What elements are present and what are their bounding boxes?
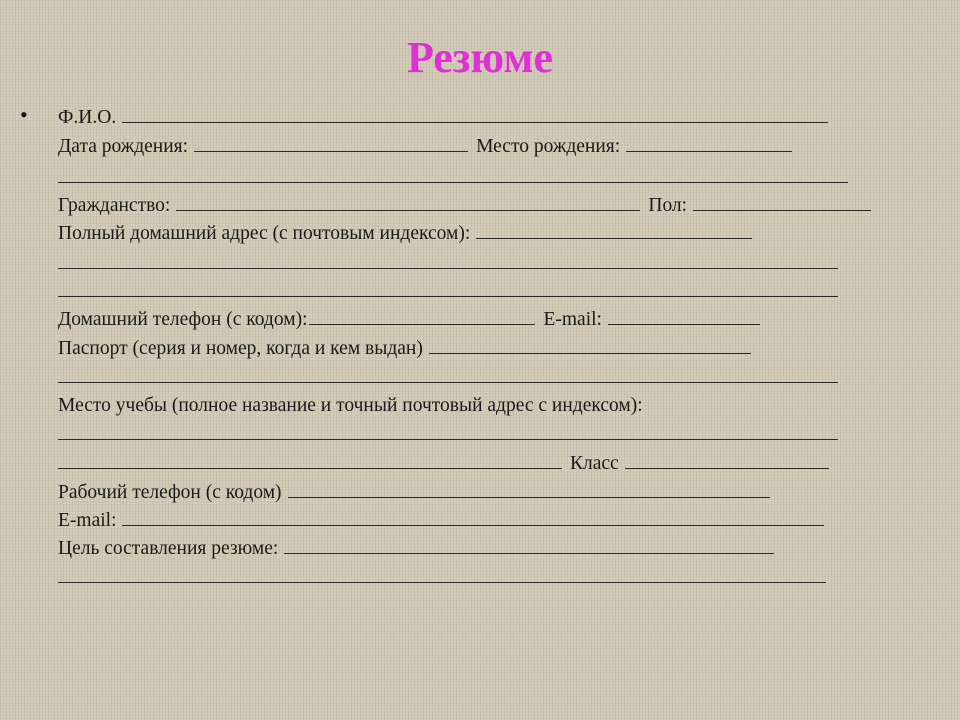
home-address-row — [58, 220, 752, 248]
sex-label: Пол: — [648, 195, 688, 216]
birth-date-blank[interactable] — [194, 133, 468, 152]
passport-row — [58, 335, 751, 363]
citizenship-row — [58, 192, 871, 220]
class-label: Класс — [570, 453, 619, 474]
resume-goal-cont-blank[interactable] — [58, 564, 826, 583]
email2-blank[interactable] — [122, 507, 824, 526]
resume-goal-cont-row — [58, 564, 826, 592]
study-address-blank[interactable] — [58, 450, 562, 469]
home-phone-row — [58, 306, 760, 334]
resume-goal-row — [58, 535, 774, 563]
passport-cont-row — [58, 364, 838, 392]
fio-blank[interactable] — [122, 104, 828, 123]
birth-place-label: Место рождения: — [476, 136, 621, 157]
sex-blank[interactable] — [693, 192, 871, 211]
work-phone-label: Рабочий телефон (с кодом) — [58, 482, 282, 503]
resume-goal-blank[interactable] — [284, 535, 774, 554]
study-place-label: Место учебы (полное название и точный почтовый адрес с индексом): — [58, 395, 643, 416]
fio-label: Ф.И.О. — [58, 107, 117, 128]
class-row — [58, 450, 829, 478]
email-blank[interactable] — [608, 306, 760, 325]
fio-row — [58, 104, 828, 132]
home-phone-label: Домашний телефон (с кодом): — [58, 309, 308, 330]
home-address-cont-row-1 — [58, 250, 838, 278]
home-address-cont-blank-2[interactable] — [58, 278, 838, 297]
birth-date-label: Дата рождения: — [58, 136, 189, 157]
home-address-label: Полный домашний адрес (с почтовым индексом): — [58, 223, 471, 244]
email2-label: E-mail: — [58, 510, 117, 531]
study-place-cont-row — [58, 421, 838, 449]
citizenship-label: Гражданство: — [58, 195, 171, 216]
resume-goal-label: Цель составления резюме: — [58, 538, 279, 559]
birth-place-cont-row — [58, 164, 848, 192]
home-address-blank[interactable] — [476, 220, 752, 239]
class-blank[interactable] — [625, 450, 829, 469]
passport-label: Паспорт (серия и номер, когда и кем выдан) — [58, 338, 423, 359]
citizenship-blank[interactable] — [176, 192, 640, 211]
study-place-row — [58, 392, 643, 420]
home-address-cont-blank-1[interactable] — [58, 250, 838, 269]
birth-row — [58, 133, 792, 161]
passport-blank[interactable] — [429, 335, 751, 354]
work-phone-row — [58, 479, 770, 507]
bullet-marker: • — [20, 102, 28, 127]
page-title: Резюме — [406, 33, 554, 82]
work-phone-blank[interactable] — [288, 479, 770, 498]
home-phone-blank[interactable] — [309, 306, 535, 325]
passport-cont-blank[interactable] — [58, 364, 838, 383]
birth-place-blank[interactable] — [626, 133, 792, 152]
birth-place-cont-blank[interactable] — [58, 164, 848, 183]
home-address-cont-row-2 — [58, 278, 838, 306]
email2-row — [58, 507, 824, 535]
email-label: E-mail: — [543, 309, 602, 330]
study-place-cont-blank[interactable] — [58, 421, 838, 440]
